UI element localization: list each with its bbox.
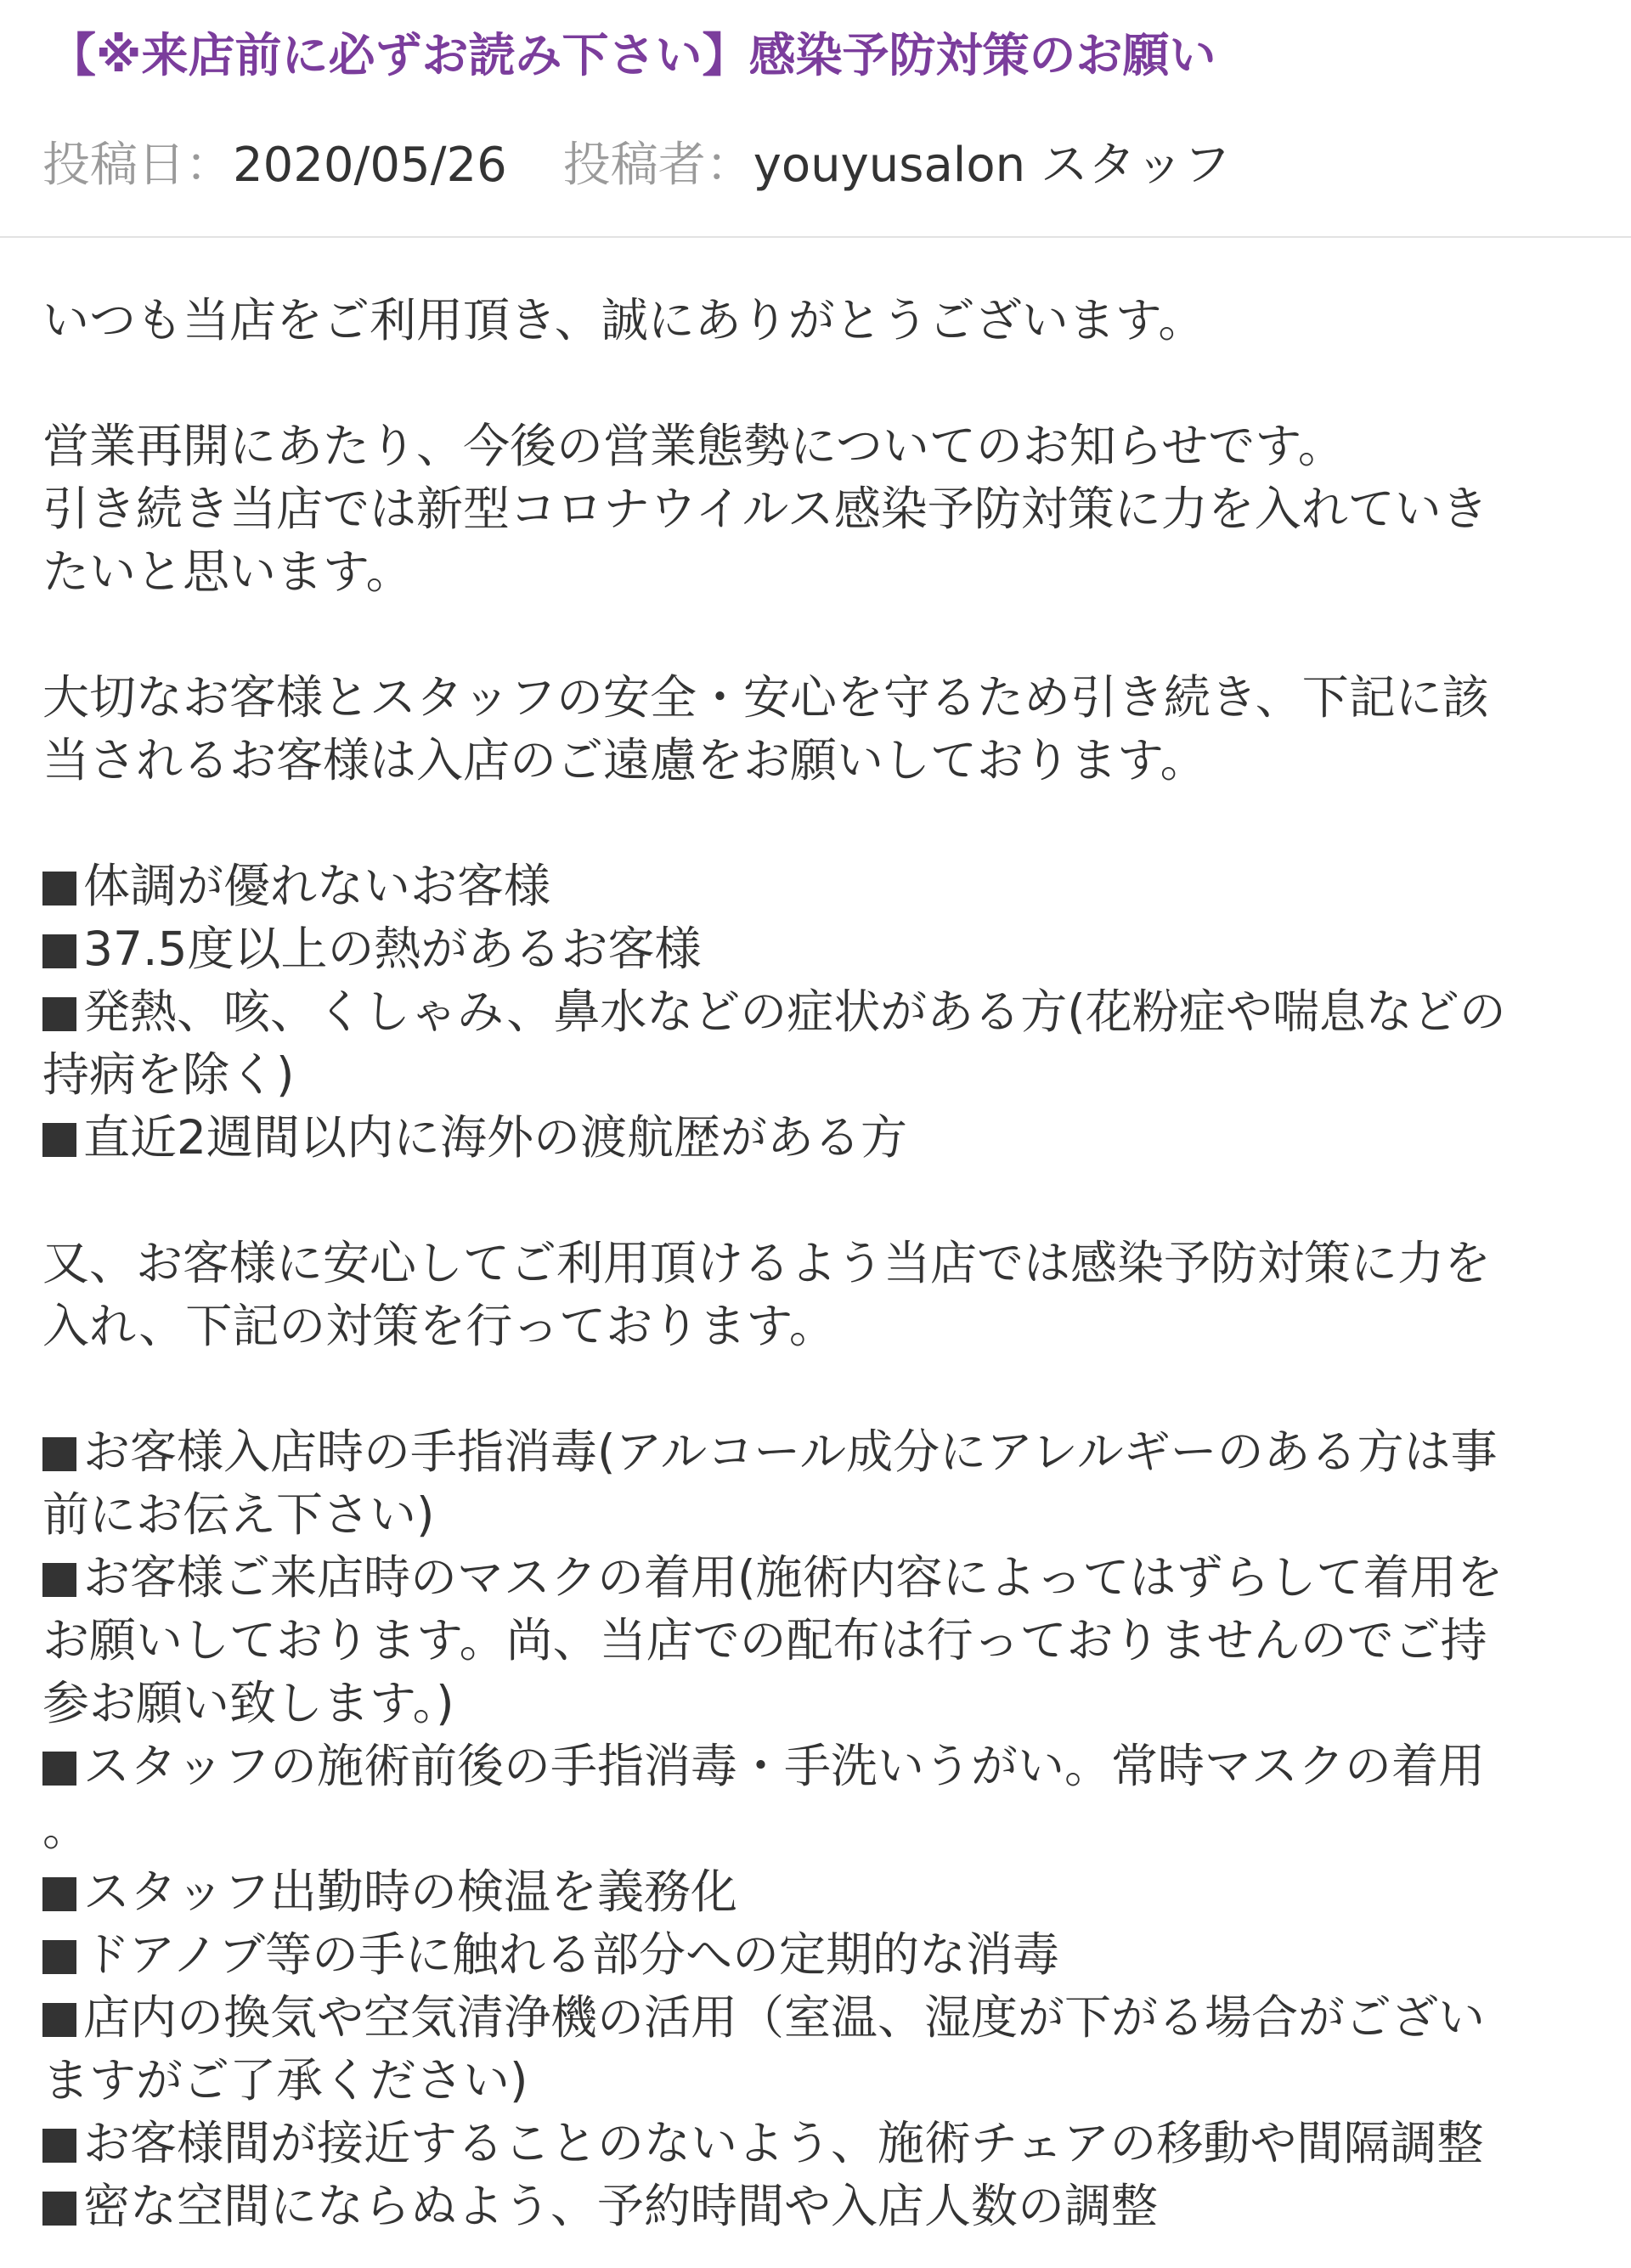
measure-item-continuation: ますがご了承ください): [42, 2053, 528, 2107]
measure-item-continuation: 。: [42, 1802, 90, 1856]
measure-item-continuation: 参お願い致します。): [42, 1676, 454, 1730]
restriction-item: 発熱、咳、くしゃみ、鼻水などの症状がある方(花粉症や喘息などの: [42, 980, 1597, 1043]
post-body: [42, 289, 1597, 2237]
author-separator: ：: [705, 138, 753, 193]
post-author: youyusalon スタッフ: [753, 138, 1231, 193]
restriction-item-continuation: 持病を除く): [42, 1047, 295, 1102]
measure-item: スタッフ出勤時の検温を義務化: [42, 1860, 1597, 1923]
post-title: 【※来店前に必ずお読み下さい】感染予防対策のお願い: [49, 28, 1216, 82]
paragraph-line: 当されるお客様は入店のご遠慮をお願いしております。: [42, 733, 1207, 787]
measure-item: お客様間が接近することのないよう、施術チェアの移動や間隔調整: [42, 2112, 1597, 2175]
paragraph-line: 営業再開にあたり、今後の営業態勢についてのお知らせです。: [42, 419, 1345, 473]
paragraph-line: 又、お客様に安心してご利用頂けるよう当店では感染予防対策に力を: [42, 1236, 1492, 1290]
date-label: 投稿日: [42, 138, 185, 193]
measure-item: お客様ご来店時のマスクの着用(施術内容によってはずらして着用を: [42, 1546, 1597, 1609]
measure-item-continuation: お願いしております。尚、当店での配布は行っておりませんのでご持: [42, 1613, 1487, 1667]
restriction-item: 直近2週間以内に海外の渡航歴がある方: [42, 1106, 1597, 1169]
post-meta: [42, 136, 1231, 195]
measure-item: お客様入店時の手指消毒(アルコール成分にアレルギーのある方は事: [42, 1420, 1597, 1483]
paragraph-line: たいと思います。: [42, 544, 413, 599]
measure-item: スタッフの施術前後の手指消毒・手洗いうがい。常時マスクの着用: [42, 1735, 1597, 1797]
author-label: 投稿者: [562, 138, 706, 193]
date-separator: ：: [185, 138, 233, 193]
restriction-item: 体調が優れないお客様: [42, 855, 1597, 917]
paragraph-line: 引き続き当店では新型コロナウイルス感染予防対策に力を入れていき: [42, 482, 1488, 536]
measure-item: 密な空間にならぬよう、予約時間や入店人数の調整: [42, 2175, 1597, 2237]
paragraph-line: 入れ、下記の対策を行っております。: [42, 1299, 836, 1353]
measure-item: ドアノブ等の手に触れる部分への定期的な消毒: [42, 1923, 1597, 1986]
measure-item-continuation: 前にお伝え下さい): [42, 1487, 435, 1542]
greeting-line: いつも当店をご利用頂き、誠にありがとうございます。: [42, 293, 1205, 347]
paragraph-line: 大切なお客様とスタッフの安全・安心を守るため引き続き、下記に該: [42, 670, 1489, 725]
measure-item: 店内の換気や空気清浄機の活用（室温、湿度が下がる場合がござい: [42, 1986, 1597, 2049]
post-header: [0, 0, 1631, 238]
post-date: 2020/05/26: [233, 138, 507, 193]
restriction-item: 37.5度以上の熱があるお客様: [42, 917, 1597, 980]
